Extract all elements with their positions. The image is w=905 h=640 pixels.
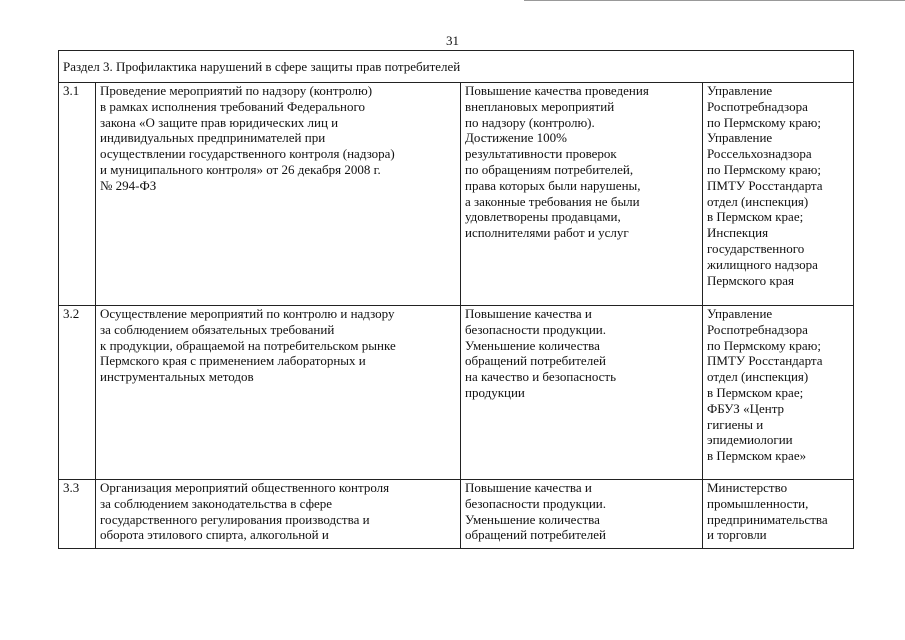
activity-cell: Проведение мероприятий по надзору (контролю) в рамках исполнения требований Федерального закона «О защите прав юридических лиц и индивидуальных предпринимателей при осуществлении государственного контроля (надзора) и муниципального контроля» от 26 декабря 2008 г. № 294-ФЗ	[96, 83, 461, 306]
result-cell: Повышение качества и безопасности продукции. Уменьшение количества обращений потребителей	[461, 480, 703, 549]
section-header-row	[59, 51, 854, 83]
item-number: 3.2	[59, 306, 96, 480]
table-row	[59, 306, 854, 480]
table-row	[59, 83, 854, 306]
section-title: Раздел 3. Профилактика нарушений в сфере защиты прав потребителей	[59, 51, 854, 83]
page-number: 31	[446, 33, 459, 48]
item-number: 3.3	[59, 480, 96, 549]
table-row	[59, 480, 854, 549]
item-number: 3.1	[59, 83, 96, 306]
result-cell: Повышение качества и безопасности продукции. Уменьшение количества обращений потребителей на качество и безопасность продукции	[461, 306, 703, 480]
measures-table	[58, 50, 854, 549]
responsible-cell: Управление Роспотребнадзора по Пермскому краю; ПМТУ Росстандарта отдел (инспекция) в Пермском крае; ФБУЗ «Центр гигиены и эпидемиологии в Пермском крае»	[703, 306, 854, 480]
top-border-line	[524, 0, 905, 1]
responsible-cell: Управление Роспотребнадзора по Пермскому краю; Управление Россельхознадзора по Пермскому краю; ПМТУ Росстандарта отдел (инспекция) в Пермском крае; Инспекция государственного жилищного надзора Пермского края	[703, 83, 854, 306]
result-cell: Повышение качества проведения внеплановых мероприятий по надзору (контролю). Достижение 100% результативности проверок по обращениям потребителей, права которых были нарушены, а законные требования не были удовлетворены продавцами, исполнителями работ и услуг	[461, 83, 703, 306]
activity-cell: Организация мероприятий общественного контроля за соблюдением законодательства в сфере государственного регулирования производства и оборота этилового спирта, алкогольной и	[96, 480, 461, 549]
activity-cell: Осуществление мероприятий по контролю и надзору за соблюдением обязательных требований к продукции, обращаемой на потребительском рынке Пермского края с применением лабораторных и инструментальных методов	[96, 306, 461, 480]
responsible-cell: Министерство промышленности, предпринимательства и торговли	[703, 480, 854, 549]
